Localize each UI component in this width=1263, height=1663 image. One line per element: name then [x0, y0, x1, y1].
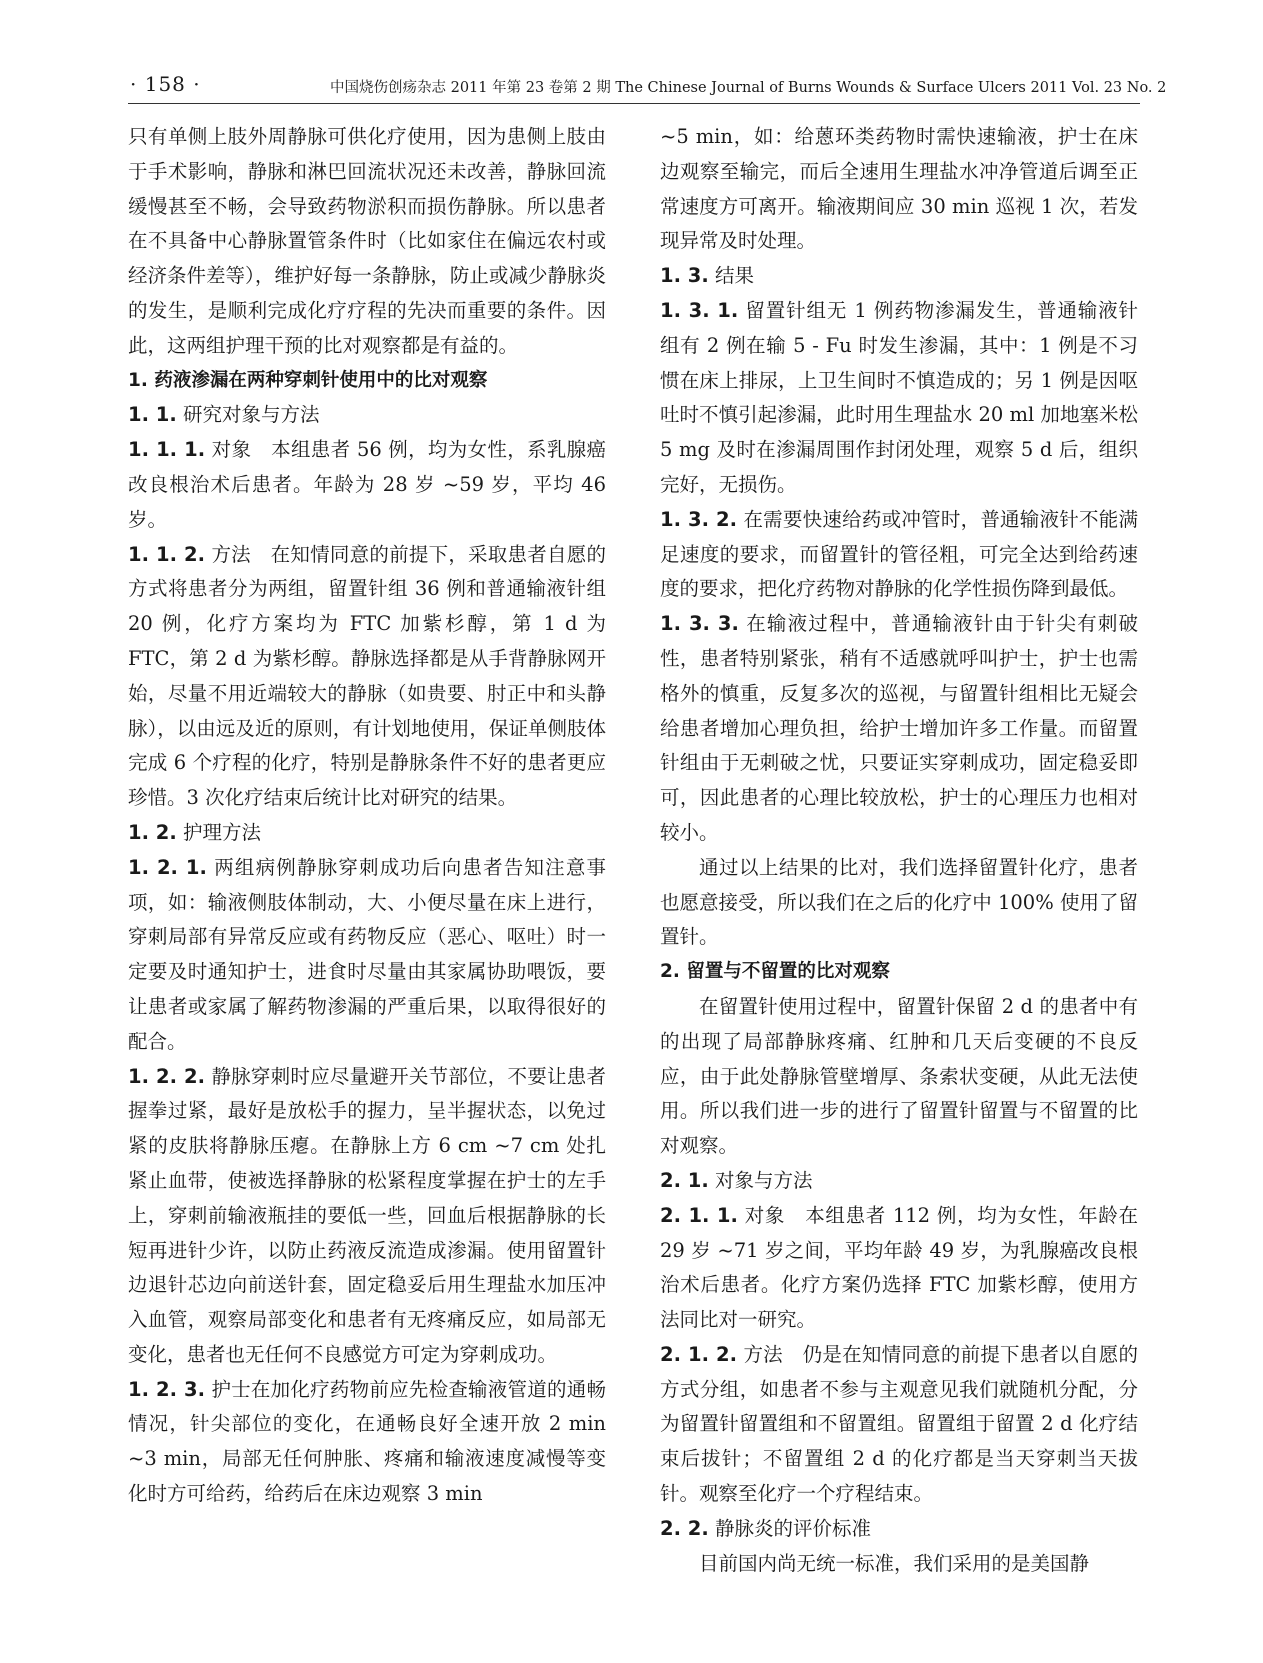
subsection-heading-2-2: 2. 2. 静脉炎的评价标准 — [660, 1516, 871, 1540]
paragraph-1-3-2: 1. 3. 2. 在需要快速给药或冲管时，普通输液针不能满足速度的要求，而留置针的管径粗，可完全达到给药速度的要求，把化疗药物对静脉的化学性损伤降到最低。 — [660, 507, 1138, 601]
subsection-heading-2-1: 2. 1. 对象与方法 — [660, 1168, 813, 1192]
section-heading-2: 2. 留置与不留置的比对观察 — [660, 961, 890, 983]
paragraph-1-2-1: 1. 2. 1. 两组病例静脉穿刺成功后向患者告知注意事项，如：输液侧肢体制动，大、小便尽量在床上进行，穿刺局部有异常反应或有药物反应（恶心、呕吐）时一定要及时通知护士，进食时尽量由其家属协助喂饭，要让患者或家属了解药物渗漏的严重后果，以取得很好的配合。 — [128, 855, 606, 1053]
paragraph-1-2-2: 1. 2. 2. 静脉穿刺时应尽量避开关节部位，不要让患者握拳过紧，最好是放松手的握力，呈半握状态，以免过紧的皮肤将静脉压瘪。在静脉上方 6 cm ~7 cm 处扎紧止血带，使被选择静脉的松紧程度掌握在护士的左手上，穿刺前输液瓶挂的要低一些，回血后根据静脉的长短再进针少许，以防止药液反流造成渗漏。使用留置针边退针芯边向前送针套，固定稳妥后用生理盐水加压冲入血管，观察局部变化和患者有无疼痛反应，如局部无变化，患者也无任何不良感觉方可定为穿刺成功。 — [128, 1064, 606, 1366]
paragraph-summary: 通过以上结果的比对，我们选择留置针化疗，患者也愿意接受，所以我们在之后的化疗中 100% 使用了留置针。 — [660, 855, 1138, 949]
paragraph: ~5 min，如：给蒽环类药物时需快速输液，护士在床边观察至输完，而后全速用生理盐水冲净管道后调至正常速度方可离开。输液期间应 30 min 巡视 1 次，若发现异常及时处理。 — [660, 125, 1138, 253]
paragraph-2-1-1: 2. 1. 1. 对象 本组患者 112 例，均为女性，年龄在 29 岁 ~71 岁之间，平均年龄 49 岁，为乳腺癌改良根治术后患者。化疗方案仍选择 FTC 加紫杉醇，使用方法同比对一研究。 — [660, 1203, 1138, 1332]
journal-running-title: 中国烧伤创疡杂志 2011 年第 23 卷第 2 期 The Chinese Journal of Burns Wounds & Surface Ulcers 2011 Vol. 23 No. 2 — [330, 80, 1167, 96]
left-column — [128, 120, 606, 1512]
paragraph-1-3-3: 1. 3. 3. 在输液过程中，普通输液针由于针尖有刺破性，患者特别紧张，稍有不适感就呼叫护士，护士也需格外的慎重，反复多次的巡视，与留置针组相比无疑会给患者增加心理负担，给护士增加许多工作量。而留置针组由于无刺破之忧，只要证实穿刺成功，固定稳妥即可，因此患者的心理比较放松，护士的心理压力也相对较小。 — [660, 612, 1138, 844]
paragraph-1-2-3: 1. 2. 3. 护士在加化疗药物前应先检查输液管道的通畅情况，针尖部位的变化，在通畅良好全速开放 2 min ~3 min，局部无任何肿胀、疼痛和输液速度减慢等变化时方可给药，给药后在床边观察 3 min — [128, 1377, 606, 1506]
paragraph-2-2: 目前国内尚无统一标准，我们采用的是美国静 — [699, 1551, 1090, 1575]
paragraph-2-intro: 在留置针使用过程中，留置针保留 2 d 的患者中有的出现了局部静脉疼痛、红肿和几天后变硬的不良反应，由于此处静脉管壁增厚、条索状变硬，从此无法使用。所以我们进一步的进行了留置针留置与不留置的比对观察。 — [660, 994, 1138, 1158]
page-header — [0, 64, 1263, 104]
subsection-heading-1-3: 1. 3. 结果 — [660, 264, 754, 288]
right-column — [660, 120, 1138, 1581]
paragraph: 只有单侧上肢外周静脉可供化疗使用，因为患侧上肢由于手术影响，静脉和淋巴回流状况还未改善，静脉回流缓慢甚至不畅，会导致药物淤积而损伤静脉。所以患者在不具备中心静脉置管条件时（比如家住在偏远农村或经济条件差等），维护好每一条静脉，防止或减少静脉炎的发生，是顺利完成化疗疗程的先决而重要的条件。因此，这两组护理干预的比对观察都是有益的。 — [128, 125, 606, 357]
subsection-heading-1-2: 1. 2. 护理方法 — [128, 820, 261, 844]
subsection-heading-1-1: 1. 1. 研究对象与方法 — [128, 403, 320, 427]
paragraph-1-3-1: 1. 3. 1. 留置针组无 1 例药物渗漏发生，普通输液针组有 2 例在输 5 - Fu 时发生渗漏，其中：1 例是不习惯在床上排尿，上卫生间时不慎造成的；另 1 例是因呕吐时不慎引起渗漏，此时用生理盐水 20 ml 加地塞米松 5 mg 及时在渗漏周围作封闭处理，观察 5 d 后，组织完好，无损伤。 — [660, 298, 1138, 496]
page-number: · 158 · — [130, 72, 201, 96]
header-rule — [128, 103, 1140, 104]
section-heading-1: 1. 药液渗漏在两种穿刺针使用中的比对观察 — [128, 369, 488, 391]
paragraph-1-1-2: 1. 1. 2. 方法 在知情同意的前提下，采取患者自愿的方式将患者分为两组，留置针组 36 例和普通输液针组 20 例，化疗方案均为 FTC 加紫杉醇，第 1 d 为 FTC，第 2 d 为紫杉醇。静脉选择都是从手背静脉网开始，尽量不用近端较大的静脉（如贵要、肘正中和头静脉），以由远及近的原则，有计划地使用，保证单侧肢体完成 6 个疗程的化疗，特别是静脉条件不好的患者更应珍惜。3 次化疗结束后统计比对研究的结果。 — [128, 542, 606, 810]
paragraph-1-1-1: 1. 1. 1. 对象 本组患者 56 例，均为女性，系乳腺癌改良根治术后患者。年龄为 28 岁 ~59 岁，平均 46 岁。 — [128, 438, 606, 531]
paragraph-2-1-2: 2. 1. 2. 方法 仍是在知情同意的前提下患者以自愿的方式分组，如患者不参与主观意见我们就随机分配，分为留置针留置组和不留置组。留置组于留置 2 d 化疗结束后拔针；不留置组 2 d 的化疗都是当天穿刺当天拔针。观察至化疗一个疗程结束。 — [660, 1342, 1138, 1506]
